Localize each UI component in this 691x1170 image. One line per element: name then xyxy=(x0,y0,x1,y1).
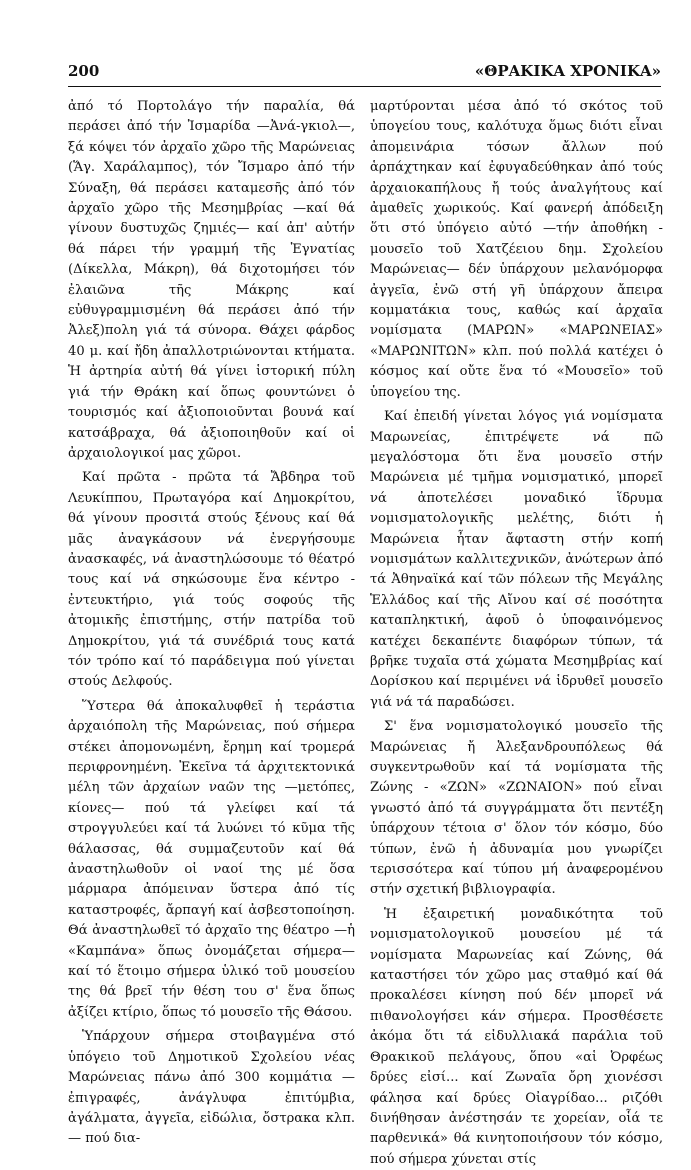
paragraph: μαρτύρονται μέσα ἀπό τό σκότος τοῦ ὑπογείου τους, καλότυχα ὅμως διότι εἶναι ἀπομεινάρια τόσων ἄλλων πού ἁρπάχτηκαν καί ἐφυγαδεύθηκαν ἀπό τούς ἀρχαιοκαπήλους ἤ τούς ἀναλγήτους καί ἀμαθεῖς χωρικούς. Καί φανερή ἀπόδειξη ὅτι στό ὑπόγειο αὐτό —τήν ἀποθήκη - μουσεῖο τοῦ Χατζέειου δημ. Σχολείου Μαρώνειας— δέν ὑπάρχουν μελανόμορφα ἀγγεῖα, ἐνῶ στή γῆ ὑπάρχουν ἄπειρα κομματάκια τους, καθώς καί ἀρχαῖα νομίσματα (ΜΑΡΩΝ» «ΜΑΡΩΝΕΙΑΣ» «ΜΑΡΩΝΙΤΩΝ» κλπ. πού πολλά κατέχει ὁ κόσμος καί οὔτε ἕνα τό «Μουσεῖο» τοῦ ὑπογείου της. xyxy=(370,99,663,400)
right-text-column xyxy=(370,97,663,1167)
paragraph: Καί ἐπειδή γίνεται λόγος γιά νομίσματα Μαρωνείας, ἐπιτρέψετε νά πῶ μεγαλόστομα ὅτι ἕνα μουσεῖο στήν Μαρώνεια μέ τμῆμα νομισματικό, μπορεῖ νά ἀποτελέσει μοναδικό ἵδρυμα νομισματολογικῆς μελέτης, διότι ἡ Μαρώνεια ἦταν ἄφταστη στήν κοπή νομισμάτων καλλιτεχνικῶν, ἀνώτερων ἀπό τά Ἀθηναϊκά καί τῶν πόλεων τῆς Μεγάλης Ἑλλάδος καί τῆς Αἴνου καί σέ ποσότητα καταπληκτική, ἀφοῦ ὁ ὑποφαινόμενος κατέχει δεκαπέντε διαφόρων τύπων, τά βρῆκε τυχαῖα στά χώματα Μεσημβρίας καί Δορίσκου καί περιμένει νά ἱδρυθεῖ μουσεῖο γιά νά τά παραδώσει. xyxy=(370,409,663,710)
running-title: «ΘΡΑΚΙΚΑ ΧΡΟΝΙΚΑ» xyxy=(474,62,661,80)
paragraph: Σ' ἕνα νομισματολογικό μουσεῖο τῆς Μαρώνειας ἤ Ἀλεξανδρουπόλεως θά συγκεντρωθοῦν καί τά νομίσματα τῆς Ζώνης - «ΖΩΝ» «ΖΩΝΑΙΟΝ» πού εἶναι γνωστό ἀπό τά συγγράμματα ὅτι πεντέξη ὑπάρχουν τέτοια σ' ὅλον τόν κόσμο, δύο τύπων, ἐνῶ ἡ ἀδυναμία μου γνωρίζει τερισσότερα καί τύπου μή ἀναφερομένου στήν σχετική βιβλιογραφία. xyxy=(370,719,663,898)
page-header xyxy=(68,62,661,84)
paragraph: Ὑπάρχουν σήμερα στοιβαγμένα στό ὑπόγειο τοῦ Δημοτικοῦ Σχολείου νέας Μαρώνειας πάνω ἀπό 300 κομμάτια — ἐπιγραφές, ἀνάγλυφα ἐπιτύμβια, ἀγάλματα, ἀγγεῖα, εἰδώλια, ὄστρακα κλπ.— πού δια- xyxy=(68,1029,355,1147)
page-number: 200 xyxy=(68,62,100,80)
header-rule xyxy=(68,86,661,87)
left-text-column xyxy=(68,97,355,1147)
paragraph: Ὕστερα θά ἀποκαλυφθεῖ ἡ τεράστια ἀρχαιόπολη τῆς Μαρώνειας, πού σήμερα στέκει ἀπομονωμένη, ἔρημη καί τρομερά περιφρονημένη. Ἐκεῖνα τά ἀρχιτεκτονικά μέλη τῶν ἀρχαίων ναῶν της —μετόπες, κίονες— πού τά γλείφει καί τά στρογγυλεύει καί τά λυώνει τό κῦμα τῆς θάλασσας, θά συμμαζευτοῦν καί θά ἀναστηλωθοῦν οἱ ναοί της μέ ὅσα μάρμαρα ἀπόμειναν ὕστερα ἀπό τίς καταστροφές, ἄρπαγή καί ἀσβεστοποίηση. Θά ἀναστηλωθεῖ τό ἀρχαῖο της θέατρο —ἡ «Καμπάνα» ὅπως ὀνομάζεται σήμερα— καί τό ἕτοιμο σήμερα ὑλικό τοῦ μουσείου της θά βρεῖ τήν θέση του σ' ἕνα ὅπως ἀξίζει κτίριο, ὅπως τό μουσεῖο τῆς Θάσου. xyxy=(68,698,355,1020)
paragraph: Καί πρῶτα - πρῶτα τά Ἄβδηρα τοῦ Λευκίππου, Πρωταγόρα καί Δημοκρίτου, θά γίνουν προσιτά στούς ξένους καί θά μᾶς ἀναγκάσουν νά ἐνεργήσουμε ἀνασκαφές, νά ἀναστηλώσουμε τό θέατρό τους καί νά σηκώσουμε ἕνα κέντρο - ἐντευκτήριο, γιά τούς σοφούς τῆς ἀτομικῆς ἐπιστήμης, στήν πατρίδα τοῦ Δημοκρίτου, γιά τά συνέδριά τους κατά τόν τρόπο καί τό παράδειγμα πού γίνεται στούς Δελφούς. xyxy=(68,470,355,690)
paragraph: ἀπό τό Πορτολάγο τήν παραλία, θά περάσει ἀπό τήν Ἰσμαρίδα —Ἀνά-γκιολ—, ξά κόψει τόν ἀρχαῖο χῶρο τῆς Μαρώνειας (Ἅγ. Χαράλαμπος), τόν Ἴσμαρο ἀπό τήν Σύναξη, θά περάσει καταμεσῆς ἀπό τόν ἀρχαῖο χῶρο τῆς Μεσημβρίας —καί θά γίνουν δυστυχῶς ζημιές— καί ἀπ' αὐτήν θά πάρει τήν γραμμή τῆς Ἐγνατίας (Δίκελλα, Μάκρη), θά διχοτομήσει τόν ἐλαιῶνα τῆς Μάκρης καί εὐθυγραμμισμένη θά περάσει ἀπό τήν Ἀλεξ)πολη γιά τά σύνορα. Θάχει φάρδος 40 μ. καί ἤδη ἀπαλλοτριώνονται κτήματα. Ἡ ἀρτηρία αὐτή θά γίνει ἱστορική πύλη γιά τήν Θράκη καί ὅπως φουντώνει ὁ τουρισμός καί ἀξιοποιοῦνται βουνά καί κατσάβραχα, θά ἀξιοποιηθοῦν καί οἱ ἀρχαιολογικοί μας χῶροι. xyxy=(68,99,355,461)
paragraph: Ἡ ἐξαιρετική μοναδικότητα τοῦ νομισματολογικοῦ μουσείου μέ τά νομίσματα Μαρωνείας καί Ζώνης, θά καταστήσει τόν χῶρο μας σταθμό καί θά προκαλέσει κίνηση πού δέν μπορεῖ νά πιθανολογήσει κάν σήμερα. Προσθέσετε ἀκόμα ὅτι τά εἰδυλλιακά παράλια τοῦ Θρακικοῦ πελάγους, ὅπου «αἱ Ὀρφέως δρύες εἰσί... καί Ζωναῖα ὄρη χιονέσσι φάλησα καί δρύες Οἰαγρίδαο... ριζόθι δινήθησαν ἀνέστησάν τε χορείαν, οἷά τε παρθενικά» θά κινητοποιήσουν τόν κόσμο, πού σήμερα χύνεται στίς xyxy=(370,906,663,1167)
